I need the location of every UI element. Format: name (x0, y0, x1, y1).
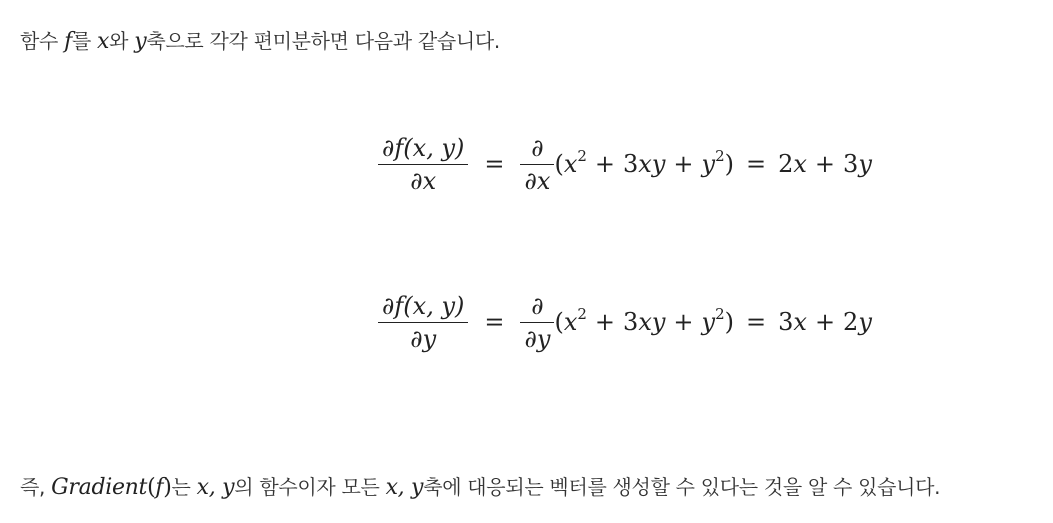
open-paren: ( (554, 150, 564, 178)
plus-sign: + (673, 308, 694, 336)
intro-text-3: 와 (109, 29, 135, 53)
operator-numerator: ∂ (531, 133, 544, 162)
lhs-fraction (378, 132, 468, 197)
intro-text-1: 함수 (20, 29, 65, 53)
operator-denominator: ∂x (524, 166, 551, 195)
equals-sign: = (745, 150, 767, 178)
lhs-denominator: ∂x (410, 166, 437, 195)
math-f: f (64, 29, 72, 54)
coefficient: 3 (843, 150, 859, 178)
math-y: y (134, 29, 147, 54)
operator-denominator: ∂y (524, 324, 551, 353)
plus-sign: + (814, 308, 836, 336)
lhs-numerator: ∂f(x, y) (382, 291, 465, 320)
open-paren: ( (554, 308, 564, 336)
math-xy: x, y (196, 475, 235, 500)
coefficient: 2 (843, 308, 859, 336)
plus-sign: + (594, 308, 616, 336)
derivative-operator (520, 290, 554, 355)
term-x: x (563, 308, 578, 336)
equation-partial-x (374, 128, 872, 200)
coefficient: 3 (623, 308, 639, 336)
plus-sign: + (673, 150, 694, 178)
coefficient: 3 (778, 308, 794, 336)
math-paren-open: ( (147, 475, 156, 500)
outro-text-1: 즉, (20, 475, 52, 499)
exponent: 2 (715, 147, 725, 165)
exponent: 2 (577, 147, 587, 165)
equals-sign: = (484, 308, 505, 336)
lhs-fraction (378, 290, 468, 355)
variable: y (858, 308, 872, 336)
variable: y (858, 150, 872, 178)
math-f: f (155, 475, 164, 500)
term-xy: xy (638, 308, 666, 336)
variable: x (793, 308, 807, 336)
equals-sign: = (746, 308, 767, 336)
exponent: 2 (715, 305, 725, 323)
coefficient: 2 (778, 150, 794, 178)
outro-text-2: 는 (171, 475, 197, 499)
equals-sign: = (484, 150, 505, 178)
equation-partial-y (374, 286, 872, 358)
exponent: 2 (577, 305, 587, 323)
lhs-denominator: ∂y (410, 324, 437, 353)
term-y: y (701, 308, 716, 336)
math-x: x (97, 29, 110, 54)
variable: x (793, 150, 807, 178)
intro-paragraph (20, 26, 500, 57)
coefficient: 3 (623, 150, 639, 178)
derivative-operator (520, 132, 554, 197)
plus-sign: + (594, 150, 616, 178)
outro-paragraph (20, 472, 940, 503)
lhs-numerator: ∂f(x, y) (382, 133, 465, 162)
math-paren-close: ) (163, 475, 172, 500)
outro-text-4: 축에 대응되는 벡터를 생성할 수 있다는 것을 알 수 있습니다. (423, 475, 941, 499)
intro-text-4: 축으로 각각 편미분하면 다음과 같습니다. (146, 29, 500, 53)
close-paren: ) (724, 150, 734, 178)
term-xy: xy (638, 150, 666, 178)
math-gradient: Gradient (51, 475, 148, 500)
polynomial-expression (554, 305, 734, 336)
intro-text-2: 를 (71, 29, 98, 53)
result-expression (778, 150, 872, 178)
close-paren: ) (724, 308, 734, 336)
term-x: x (563, 150, 578, 178)
math-xy: x, y (385, 475, 424, 500)
operator-numerator: ∂ (531, 291, 544, 320)
polynomial-expression (554, 147, 734, 178)
result-expression (778, 308, 872, 336)
plus-sign: + (814, 150, 836, 178)
term-y: y (701, 150, 716, 178)
outro-text-3: 의 함수이자 모든 (234, 475, 386, 499)
